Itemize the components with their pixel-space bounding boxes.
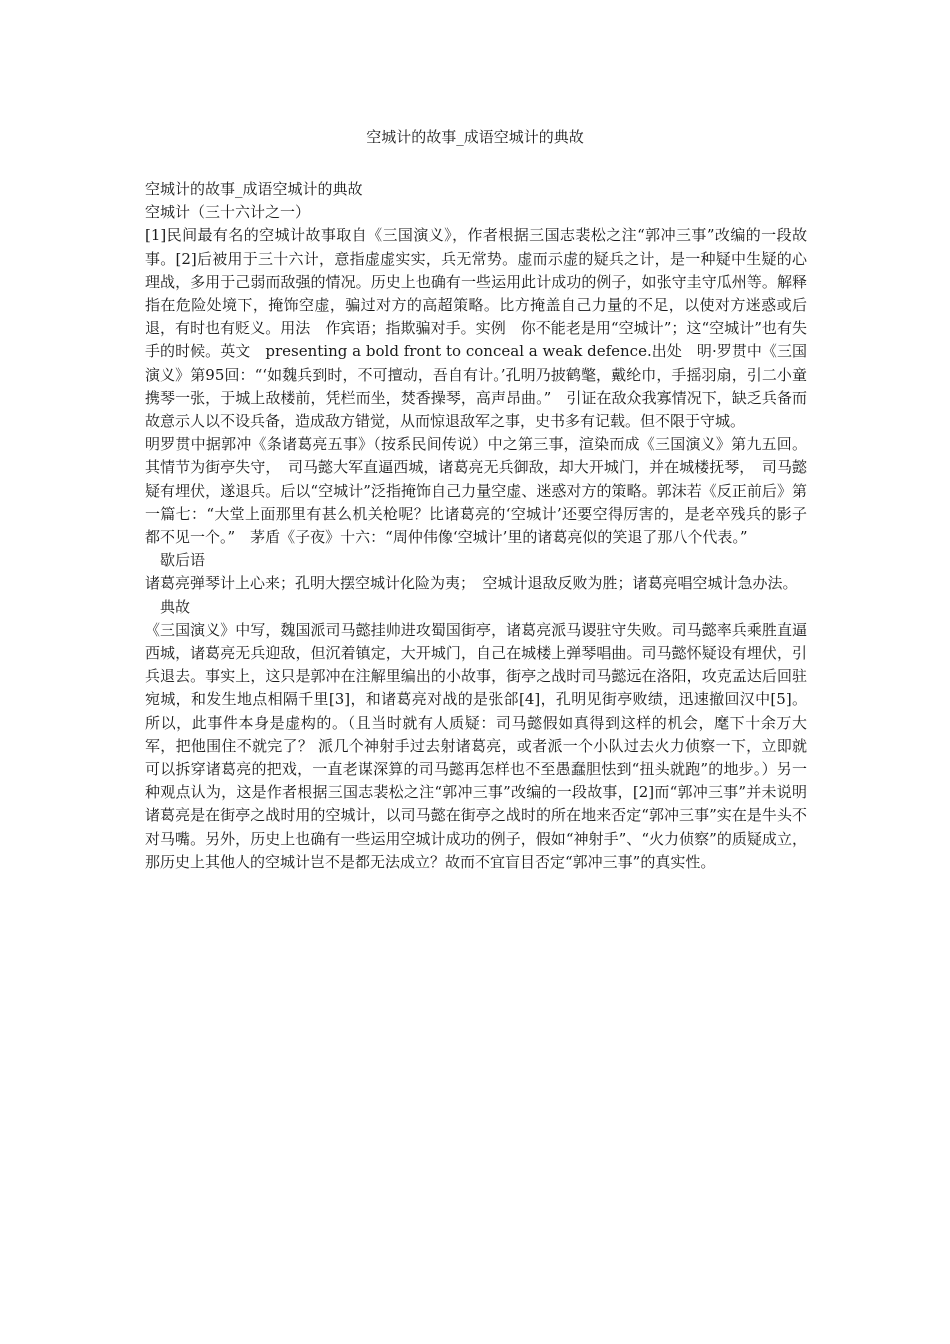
section-label-diangu: 典故 <box>160 597 191 616</box>
document-title: 空城计的故事_成语空城计的典故 <box>366 128 584 146</box>
document-body <box>145 178 823 874</box>
section-label-xiehouyu: 歇后语 <box>160 551 206 570</box>
paragraph-heading: 空城计的故事_成语空城计的典故 <box>145 180 363 198</box>
paragraph-source: 明罗贯中据郭冲《条诸葛亮五事》（按系民间传说）中之第三事，渲染而成《三国演义》第九五回。其情节为街亭失守， 司马懿大军直逼西城，诸葛亮无兵御敌，却大开城门，并在城楼抚琴， 司马懿疑有埋伏，遂退兵。后以“空城计”泛指掩饰自己力量空虚、迷惑对方的策略。郭沫若《反正前后》第一篇七：“大堂上面那里有甚么机关枪呢？比诸葛亮的‘空城计’还要空得厉害的，是老卒残兵的影子都不见一个。” 茅盾《子夜》十六：“周仲伟像‘空城计’里的诸葛亮似的笑退了那八个代表。” <box>145 435 807 547</box>
paragraph-origin: [1]民间最有名的空城计故事取自《三国演义》，作者根据三国志裴松之注“郭冲三事”改编的一段故事。[2]后被用于三十六计，意指虚虚实实，兵无常势。虚而示虚的疑兵之计，是一种疑中生疑的心理战，多用于己弱而敌强的情况。历史上也确有一些运用此计成功的例子，如张守圭守瓜州等。解释 指在危险处境下，掩饰空虚，骗过对方的高超策略。比方掩盖自己力量的不足，以使对方迷惑或后退，有时也有贬义。用法 作宾语；指欺骗对手。实例 你不能老是用“空城计”；这“空城计”也有失手的时候。英文 presenting a bold front to conceal a weak defence.出处 明·罗贯中《三国演义》第95回：“‘如魏兵到时，不可擅动，吾自有计。’孔明乃披鹤氅，戴纶巾，手摇羽扇，引二小童携琴一张，于城上敌楼前，凭栏而坐，焚香操琴，高声昂曲。” 引证在敌众我寡情况下，缺乏兵备而故意示人以不设兵备，造成敌方错觉，从而惊退敌军之事，史书多有记载。但不限于守城。 <box>145 226 823 431</box>
paragraph-subheading: 空城计（三十六计之一） <box>145 203 311 222</box>
paragraph-diangu: 《三国演义》中写，魏国派司马懿挂帅进攻蜀国街亭，诸葛亮派马谡驻守失败。司马懿率兵乘胜直逼西城，诸葛亮无兵迎敌，但沉着镇定，大开城门，自己在城楼上弹琴唱曲。司马懿怀疑设有埋伏，引兵退去。事实上，这只是郭冲在注解里编出的小故事，街亭之战时司马懿远在洛阳，攻克孟达后回驻宛城，和发生地点相隔千里[3]，和诸葛亮对战的是张郃[4]，孔明见街亭败绩，迅速撤回汉中[5]。所以，此事件本身是虚构的。（且当时就有人质疑：司马懿假如真得到这样的机会，麾下十余万大军，把他围住不就完了？ 派几个神射手过去射诸葛亮，或者派一个小队过去火力侦察一下，立即就可以拆穿诸葛亮的把戏，一直老谋深算的司马懿再怎样也不至愚蠢胆怯到“扭头就跑”的地步。）另一种观点认为，这是作者根据三国志裴松之注“郭冲三事”改编的一段故事，[2]而“郭冲三事”并未说明诸葛亮是在街亭之战时用的空城计，以司马懿在街亭之战时的所在地来否定“郭冲三事”实在是牛头不对马嘴。另外，历史上也确有一些运用空城计成功的例子，假如“神射手”、“火力侦察”的质疑成立，那历史上其他人的空城计岂不是都无法成立？故而不宜盲目否定“郭冲三事”的真实性。 <box>145 620 807 871</box>
paragraph-xiehouyu: 诸葛亮弹琴计上心来；孔明大摆空城计化险为夷； 空城计退敌反败为胜；诸葛亮唱空城计急办法。 <box>145 574 798 593</box>
